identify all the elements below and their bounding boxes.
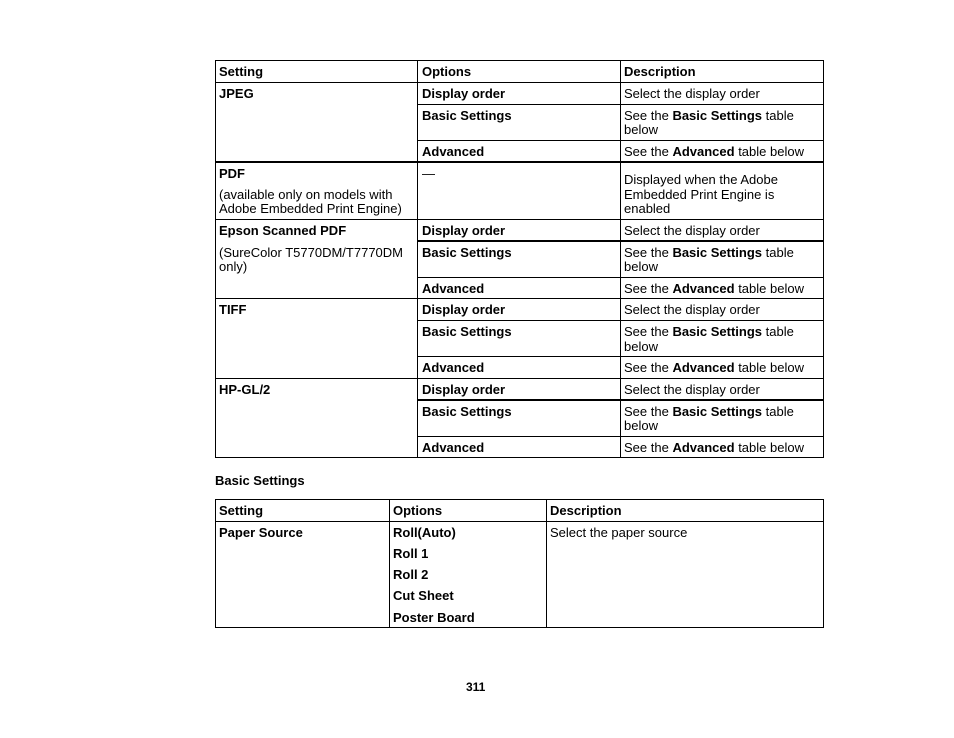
option-label: Roll(Auto) (393, 525, 456, 540)
option-description-cont: below (624, 339, 658, 354)
header-description: Description (624, 64, 696, 79)
option-label: Basic Settings (422, 404, 512, 419)
option-description-cont: below (624, 259, 658, 274)
option-label: Advanced (422, 281, 485, 296)
setting-tiff: TIFF (219, 302, 247, 317)
option-label: Display order (422, 302, 506, 317)
option-description: Select the display order (624, 223, 760, 238)
option-label: Advanced (422, 360, 485, 375)
option-description: Select the display order (624, 302, 760, 317)
page-number: 311 (466, 680, 486, 694)
header-description: Description (550, 503, 622, 518)
setting-note: Adobe Embedded Print Engine) (219, 201, 402, 216)
option-label: Basic Settings (422, 324, 512, 339)
setting-note: (SureColor T5770DM/T7770DM (219, 245, 403, 260)
option-description: See the Basic Settings table (624, 108, 794, 123)
option-description: See the Advanced table below (624, 281, 804, 296)
option-label: — (422, 166, 435, 181)
option-label: Basic Settings (422, 108, 512, 123)
header-options: Options (393, 503, 443, 518)
option-description: Select the display order (624, 382, 760, 397)
option-label: Advanced (422, 144, 485, 159)
option-description: Select the display order (624, 86, 760, 101)
option-description: Select the paper source (550, 525, 688, 540)
setting-hpgl2: HP-GL/2 (219, 382, 271, 397)
option-description: Embedded Print Engine is (624, 187, 775, 202)
option-description: See the Basic Settings table (624, 324, 794, 339)
section-heading: Basic Settings (215, 473, 305, 488)
option-description: See the Advanced table below (624, 360, 804, 375)
option-label: Display order (422, 86, 506, 101)
setting-note: only) (219, 259, 248, 274)
option-description-cont: below (624, 122, 658, 137)
option-description: enabled (624, 201, 671, 216)
option-label: Display order (422, 382, 506, 397)
option-label: Roll 2 (393, 567, 429, 582)
setting-epson-scanned-pdf: Epson Scanned PDF (219, 223, 347, 238)
setting-pdf: PDF (219, 166, 245, 181)
option-description: See the Basic Settings table (624, 404, 794, 419)
option-label: Display order (422, 223, 506, 238)
option-description-cont: below (624, 418, 658, 433)
option-label: Roll 1 (393, 546, 429, 561)
setting-paper-source: Paper Source (219, 525, 303, 540)
header-setting: Setting (219, 503, 264, 518)
option-label: Advanced (422, 440, 485, 455)
option-description: See the Advanced table below (624, 440, 804, 455)
option-description: Displayed when the Adobe (624, 172, 778, 187)
option-description: See the Basic Settings table (624, 245, 794, 260)
header-options: Options (422, 64, 472, 79)
option-label: Poster Board (393, 610, 475, 625)
option-description: See the Advanced table below (624, 144, 804, 159)
setting-jpeg: JPEG (219, 86, 254, 101)
option-label: Basic Settings (422, 245, 512, 260)
header-setting: Setting (219, 64, 264, 79)
option-label: Cut Sheet (393, 588, 454, 603)
setting-note: (available only on models with (219, 187, 393, 202)
